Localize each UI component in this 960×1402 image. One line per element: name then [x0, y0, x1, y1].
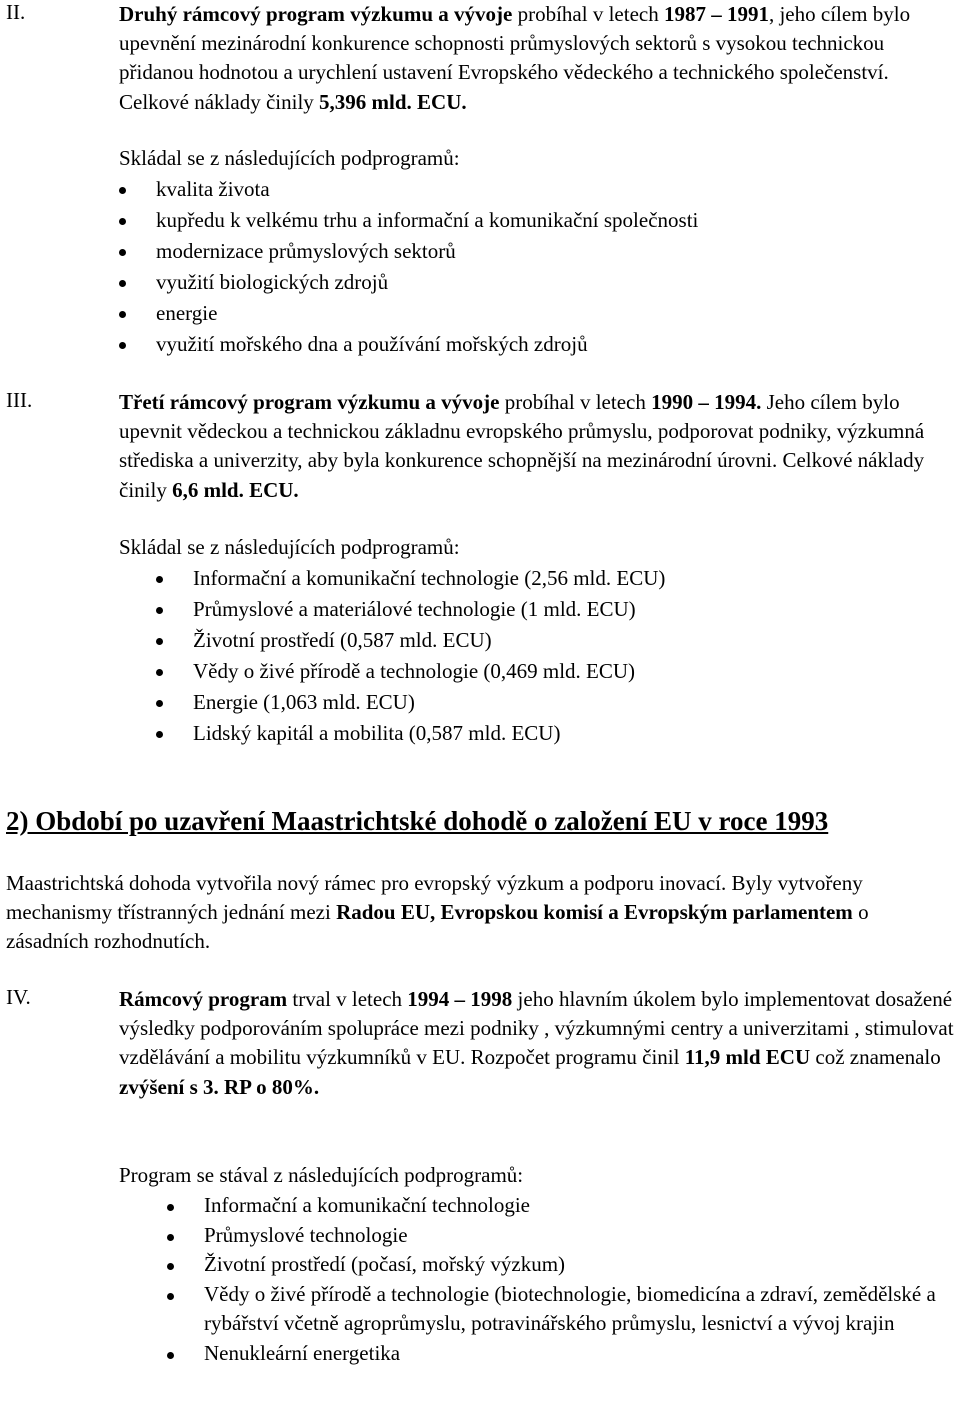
program-years: 1990 – 1994. [651, 390, 762, 414]
section-paragraph [119, 0, 954, 117]
text: Maastrichtská dohoda vytvořila nový rámec pro evropský výzkum a podporu inovací. Byly vytvořeny mechanismy třístranných jednání mezi [6, 871, 863, 924]
section-number: II. [6, 0, 26, 24]
list-item: Průmyslové a materiálové technologie (1 mld. ECU) [156, 594, 954, 625]
list-item: Informační a komunikační technologie (2,56 mld. ECU) [156, 563, 954, 594]
section-body [119, 0, 954, 117]
text: trval v letech [287, 987, 408, 1011]
program-title: Třetí rámcový program výzkumu a vývoje [119, 390, 500, 414]
program-cost: 5,396 mld. ECU. [319, 89, 467, 114]
program-title: Rámcový program [119, 987, 288, 1011]
program-title: Druhý rámcový program výzkumu a vývoje [119, 2, 513, 26]
program-budget: 11,9 mld ECU [684, 1045, 811, 1070]
program-years: 1994 – 1998 [407, 987, 513, 1011]
list-item: Informační a komunikační technologie [167, 1191, 954, 1221]
list-item: energie [119, 298, 954, 329]
text: Jeho cílem bylo upevnit vědeckou a technickou základnu evropského průmyslu, podporovat podniky, výzkumná střediska a univerzity, aby byla konkurence schopnější na mezinárodní úrovni. Celkové náklady činily [119, 390, 925, 502]
text: , jeho cílem bylo upevnění mezinárodní konkurence schopnosti průmyslových sektorů s vysokou technickou přidanou hodnotou a urychlení ustavení Evropského vědeckého a technického společenství. Celkové náklady činily [119, 2, 911, 114]
list-item: Nenukleární energetika [167, 1339, 954, 1369]
section-number: III. [6, 388, 33, 412]
section-body [119, 985, 954, 1102]
list-item: Životní prostředí (počasí, mořský výzkum) [167, 1250, 954, 1280]
list-item: Životní prostředí (0,587 mld. ECU) [156, 625, 954, 656]
section-number: IV. [6, 985, 31, 1009]
text: probíhal v letech [512, 2, 664, 26]
program-years: 1987 – 1991 [663, 2, 769, 26]
program-cost: 6,6 mld. ECU. [172, 477, 299, 502]
bold-text: Radou EU, Evropskou komisí a Evropským parlamentem [336, 900, 853, 924]
list-item: využití biologických zdrojů [119, 267, 954, 298]
list-item: Průmyslové technologie [167, 1221, 954, 1251]
text: o zásadních rozhodnutích. [6, 900, 869, 953]
list-item: Energie (1,063 mld. ECU) [156, 687, 954, 718]
list-item: kvalita života [119, 174, 954, 205]
list-item: Vědy o živé přírodě a technologie (0,469 mld. ECU) [156, 656, 954, 687]
text: což znamenalo [810, 1045, 941, 1070]
list-item: modernizace průmyslových sektorů [119, 236, 954, 267]
section-paragraph [119, 985, 954, 1102]
section-body [119, 388, 954, 505]
section-heading: 2) Období po uzavření Maastrichtské dohodě o založení EU v roce 1993 [6, 806, 829, 836]
subprogram-list [119, 563, 954, 750]
program-increase: zvýšení s 3. RP o 80%. [119, 1074, 320, 1099]
text: probíhal v letech [499, 390, 652, 414]
list-intro: Skládal se z následujících podprogramů: [119, 146, 460, 170]
list-intro: Skládal se z následujících podprogramů: [119, 535, 460, 559]
list-item: kupředu k velkému trhu a informační a komunikační společnosti [119, 205, 954, 236]
list-item: využití mořského dna a používání mořských zdrojů [119, 329, 954, 360]
text: jeho hlavním úkolem bylo implementovat dosažené výsledky podporováním spolupráce mezi podniky , výzkumnými centry a univerzitami , stimulovat vzdělávání a mobilitu výzkumníků v EU. Rozpočet programu činil [119, 987, 954, 1070]
list-item: Lidský kapitál a mobilita (0,587 mld. ECU) [156, 718, 954, 749]
list-intro: Program se stával z následujících podprogramů: [119, 1163, 524, 1187]
section-paragraph [119, 388, 954, 505]
subprogram-list [119, 1191, 954, 1368]
intro-paragraph [6, 869, 954, 956]
list-item: Vědy o živé přírodě a technologie (biotechnologie, biomedicína a zdraví, zemědělské a rybářství včetně agroprůmyslu, potravinářského průmyslu, lesnictví a vývoj krajin [167, 1280, 954, 1339]
subprogram-list [119, 174, 954, 361]
